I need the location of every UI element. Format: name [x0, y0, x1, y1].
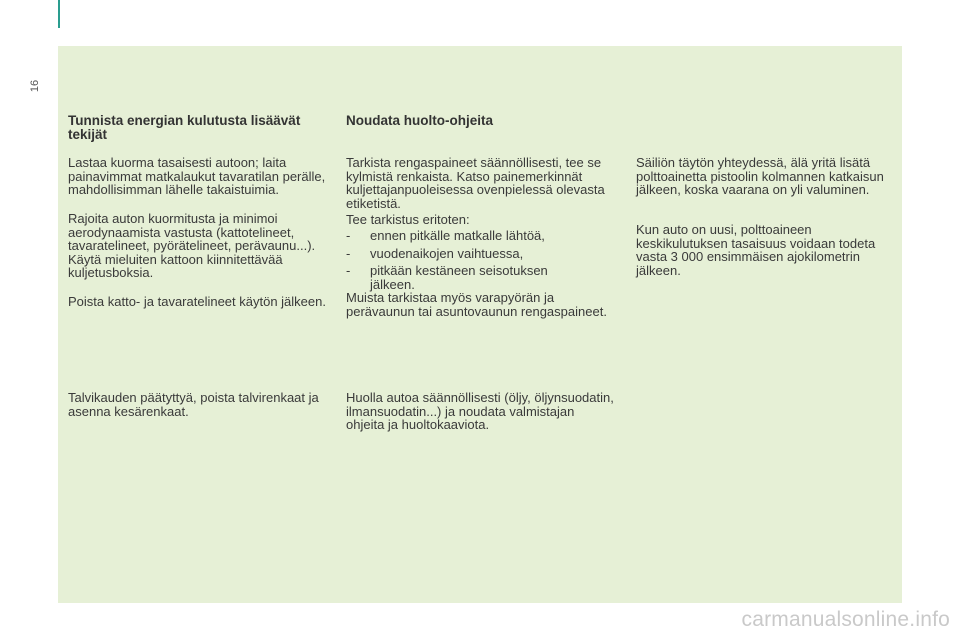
paragraph-tyre-pressure: Tarkista rengaspaineet säännöllisesti, tee se kylmistä renkaista. Katso painemerkinnät kuljettajanpuoleisessa ovenpielessä olevasta etiketistä. [346, 155, 605, 211]
paragraph-service: Huolla autoa säännöllisesti (öljy, öljynsuodatin, ilmansuodatin...) ja noudata valmistajan ohjeita ja huoltokaaviota. [346, 390, 614, 432]
page-number: 16 [29, 79, 41, 93]
list-item: - vuodenaikojen vaihtuessa, [346, 247, 616, 261]
paragraph-load: Lastaa kuorma tasaisesti autoon; laita painavimmat matkalaukut tavaratilan perälle, mahdollisimman lähelle takaistuimia. [68, 155, 326, 197]
paragraph-spare-tyre: Muista tarkistaa myös varapyörän ja perävaunun tai asuntovaunun rengaspaineet. [346, 290, 607, 319]
paragraph-check-when: Tee tarkistus eritoten: [346, 212, 470, 227]
accent-bar [58, 0, 60, 28]
paragraph-remove-racks: Poista katto- ja tavaratelineet käytön jälkeen. [68, 294, 326, 309]
list-item: - pitkään kestäneen seisotuksen jälkeen. [346, 264, 590, 291]
content-panel [58, 46, 902, 603]
paragraph-tyres-season: Talvikauden päätyttyä, poista talvirenkaat ja asenna kesärenkaat. [68, 390, 319, 419]
section-heading-maintenance: Noudata huolto-ohjeita [346, 113, 493, 128]
watermark: carmanualsonline.info [741, 608, 950, 631]
check-list [346, 229, 616, 291]
paragraph-aero: Rajoita auton kuormitusta ja minimoi aerodynaamista vastusta (kattotelineet, tavaratelineet, pyörätelineet, perävaunu...). Käytä mieluiten kattoon kiinnitettävää kuljetusboksia. [68, 211, 316, 280]
section-heading-energy: Tunnista energian kulutusta lisäävät tekijät [68, 113, 301, 142]
paragraph-refuel: Säiliön täytön yhteydessä, älä yritä lisätä polttoainetta pistoolin kolmannen katkaisun jälkeen, koska vaarana on yli valuminen. [636, 155, 884, 197]
list-item: - ennen pitkälle matkalle lähtöä, [346, 229, 616, 243]
paragraph-new-car: Kun auto on uusi, polttoaineen keskikulutuksen tasaisuus voidaan todeta vasta 3 000 ensimmäisen ajokilometrin jälkeen. [636, 222, 876, 278]
